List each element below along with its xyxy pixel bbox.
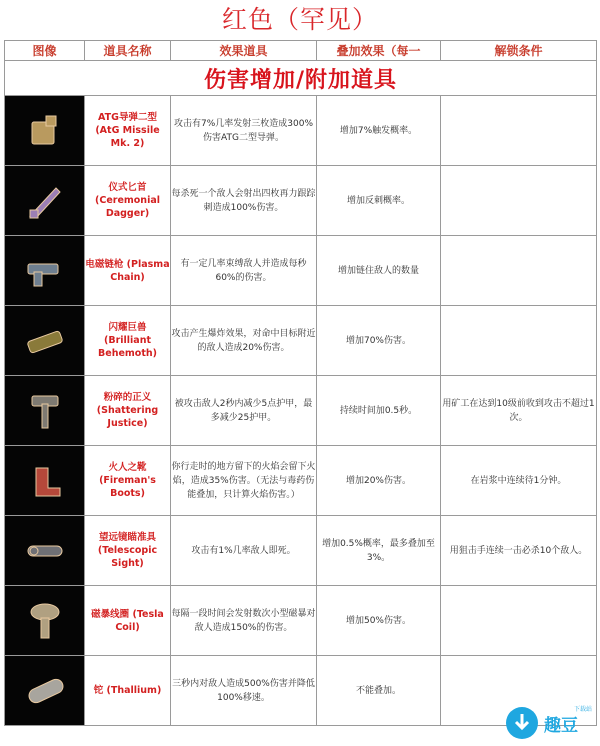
tesla-coil-icon (22, 598, 68, 644)
table-row (5, 586, 597, 656)
item-name: 磁暴线圈 (Tesla Coil) (85, 586, 171, 656)
item-stack: 增加70%伤害。 (317, 306, 441, 376)
boots-icon (22, 458, 68, 504)
item-unlock (441, 586, 597, 656)
header-stack: 叠加效果（每一 (317, 41, 441, 61)
table-row (5, 446, 597, 516)
item-stack: 增加反刺概率。 (317, 166, 441, 236)
table-row (5, 516, 597, 586)
header-row (5, 41, 597, 61)
missile-launcher-icon (22, 108, 68, 154)
dagger-icon (22, 178, 68, 224)
item-name: 火人之靴 (Fireman's Boots) (85, 446, 171, 516)
header-name: 道具名称 (85, 41, 171, 61)
item-effect: 攻击有7%几率发射三枚造成300%伤害ATG二型导弹。 (171, 96, 317, 166)
item-image-cell (5, 306, 85, 376)
item-name: 电磁链枪 (Plasma Chain) (85, 236, 171, 306)
header-effect: 效果道具 (171, 41, 317, 61)
item-effect: 攻击产生爆炸效果，对命中目标附近的敌人造成20%伤害。 (171, 306, 317, 376)
section-title: 伤害增加/附加道具 (5, 61, 597, 96)
section-row (5, 61, 597, 96)
item-unlock: 在岩浆中连续待1分钟。 (441, 446, 597, 516)
plasma-gun-icon (22, 248, 68, 294)
item-stack: 不能叠加。 (317, 656, 441, 726)
cannon-icon (22, 318, 68, 364)
item-image-cell (5, 236, 85, 306)
table-row (5, 306, 597, 376)
item-image-cell (5, 96, 85, 166)
item-unlock: 用狙击手连续一击必杀10个敌人。 (441, 516, 597, 586)
hammer-icon (22, 388, 68, 434)
item-unlock: 用矿工在达到10级前收到攻击不超过1次。 (441, 376, 597, 446)
item-unlock (441, 236, 597, 306)
item-stack: 增加链住敌人的数量 (317, 236, 441, 306)
item-name: 仪式匕首 (Ceremonial Dagger) (85, 166, 171, 236)
site-logo (504, 704, 596, 742)
item-effect: 每杀死一个敌人会射出四枚再力跟踪刺造成100%伤害。 (171, 166, 317, 236)
item-name: 铊 (Thallium) (85, 656, 171, 726)
item-effect: 每隔一段时间会发射数次小型磁暴对敌人造成150%的伤害。 (171, 586, 317, 656)
item-name: ATG导弹二型 (AtG Missile Mk. 2) (85, 96, 171, 166)
item-unlock (441, 166, 597, 236)
item-stack: 增加50%伤害。 (317, 586, 441, 656)
item-effect: 三秒内对敌人造成500%伤害并降低100%移速。 (171, 656, 317, 726)
item-image-cell (5, 446, 85, 516)
item-effect: 你行走时的地方留下的火焰会留下火焰，造成35%伤害。（无法与毒药伤能叠加，只计算火焰伤害。） (171, 446, 317, 516)
item-unlock (441, 306, 597, 376)
item-stack: 增加7%触发概率。 (317, 96, 441, 166)
item-table (4, 40, 597, 726)
item-unlock (441, 96, 597, 166)
table-row (5, 376, 597, 446)
item-name: 望远镜瞄准具 (Telescopic Sight) (85, 516, 171, 586)
item-name: 闪耀巨兽 (Brilliant Behemoth) (85, 306, 171, 376)
thallium-icon (22, 668, 68, 714)
table-row (5, 96, 597, 166)
item-effect: 被攻击敌人2秒内减少5点护甲，最多减少25护甲。 (171, 376, 317, 446)
item-stack: 增加20%伤害。 (317, 446, 441, 516)
table-row (5, 236, 597, 306)
logo-icon (504, 705, 540, 741)
header-image: 图像 (5, 41, 85, 61)
logo-subtext: 下载站 (573, 706, 592, 713)
item-stack: 增加0.5%概率，最多叠加至3%。 (317, 516, 441, 586)
item-image-cell (5, 586, 85, 656)
table-row (5, 166, 597, 236)
logo-text: 趣豆 (544, 715, 578, 736)
item-image-cell (5, 516, 85, 586)
item-effect: 攻击有1%几率敌人即死。 (171, 516, 317, 586)
scope-icon (22, 528, 68, 574)
item-name: 粉碎的正义 (Shattering Justice) (85, 376, 171, 446)
item-stack: 持续时间加0.5秒。 (317, 376, 441, 446)
item-image-cell (5, 166, 85, 236)
item-effect: 有一定几率束缚敌人并造成每秒60%的伤害。 (171, 236, 317, 306)
item-image-cell (5, 376, 85, 446)
item-image-cell (5, 656, 85, 726)
header-unlock: 解锁条件 (441, 41, 597, 61)
page-title: 红色（罕见） (221, 5, 378, 34)
